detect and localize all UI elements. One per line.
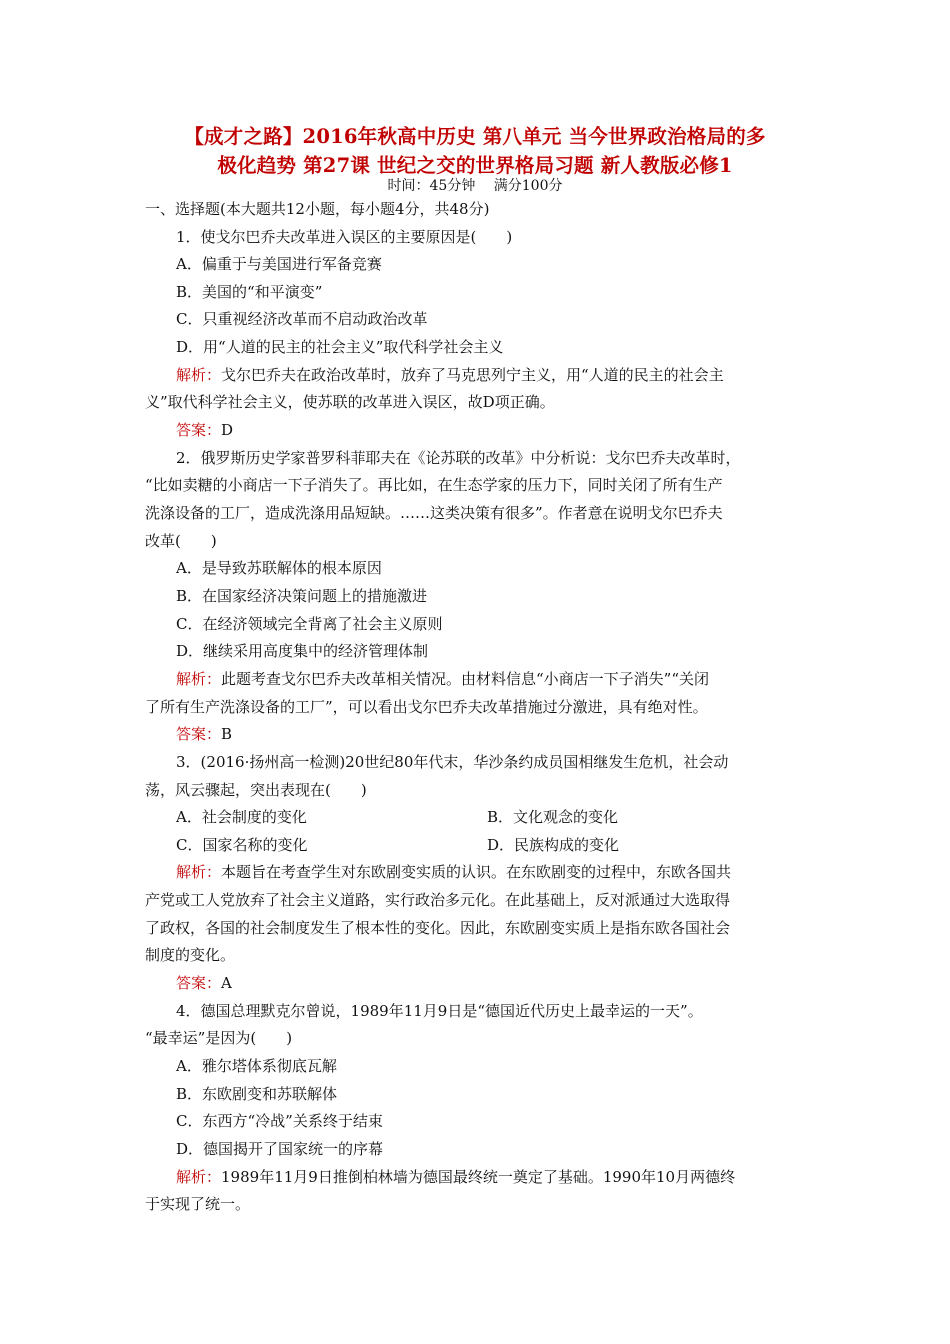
q4-option-d: D．德国揭开了国家统一的序幕 [176,1140,384,1158]
q3-analysis-line-3: 了政权，各国的社会制度发生了根本性的变化。因此，东欧剧变实质上是指东欧各国社会 [145,919,731,937]
q2-stem-line-3: 洗涤设备的工厂，造成洗涤用品短缺。……这类决策有很多”。作者意在说明戈尔巴乔夫 [145,504,723,522]
q1-analysis-line-2: 义”取代科学社会主义，使苏联的改革进入误区，故D项正确。 [145,393,555,411]
q1-answer-value: D [221,421,234,439]
section-heading: 一、选择题(本大题共12小题，每小题4分，共48分) [145,200,490,218]
q3-option-a: A．社会制度的变化 [176,808,307,826]
q2-stem-line-1: 2．俄罗斯历史学家普罗科菲耶夫在《论苏联的改革》中分析说：戈尔巴乔夫改革时， [176,449,741,467]
q4-analysis-text-1: 1989年11月9日推倒柏林墙为德国最终统一奠定了基础。1990年10月两德终 [221,1168,736,1186]
document-title [100,122,850,180]
q4-option-c: C．东西方“冷战”关系终于结束 [176,1112,383,1130]
q2-stem-line-2: “比如卖糖的小商店一下子消失了。再比如，在生态学家的压力下，同时关闭了所有生产 [145,476,723,494]
q2-analysis-text-1: 此题考查戈尔巴乔夫改革相关情况。由材料信息“小商店一下子消失”“关闭 [221,670,710,688]
answer-label: 答案： [176,421,222,439]
time-info: 时间：45分钟 满分100分 [387,178,563,194]
q2-analysis-line-2: 了所有生产洗涤设备的工厂”，可以看出戈尔巴乔夫改革措施过分激进，具有绝对性。 [145,698,708,716]
q1-option-d: D．用“人道的民主的社会主义”取代科学社会主义 [176,338,504,356]
q4-option-a: A．雅尔塔体系彻底瓦解 [176,1057,337,1075]
q3-analysis-line-2: 产党或工人党放弃了社会主义道路，实行政治多元化。在此基础上，反对派通过大选取得 [145,891,731,909]
q1-option-b: B．美国的“和平演变” [176,283,323,301]
q2-answer-value: B [221,725,233,743]
answer-label: 答案： [176,974,222,992]
q4-analysis-line-2: 于实现了统一。 [145,1195,251,1213]
q3-option-d: D．民族构成的变化 [487,836,620,854]
q1-answer [176,420,233,440]
q3-answer [176,973,232,993]
q3-analysis-text-1: 本题旨在考查学生对东欧剧变实质的认识。在东欧剧变的过程中，东欧各国共 [221,863,732,881]
q4-stem-line-2: “最幸运”是因为( ) [145,1029,293,1047]
q4-analysis-line-1 [176,1167,735,1187]
q3-option-c: C．国家名称的变化 [176,836,308,854]
q3-answer-value: A [221,974,232,992]
q2-option-b: B．在国家经济决策问题上的措施激进 [176,587,428,605]
q1-option-a: A．偏重于与美国进行军备竞赛 [176,255,382,273]
title-line-1: 【成才之路】2016年秋高中历史 第八单元 当今世界政治格局的多 [184,125,766,148]
analysis-label: 解析： [176,670,222,688]
q3-analysis-line-4: 制度的变化。 [145,946,236,964]
q4-stem-line-1: 4．德国总理默克尔曾说，1989年11月9日是“德国近代历史上最幸运的一天”。 [176,1002,703,1020]
q3-analysis-line-1 [176,862,731,882]
answer-label: 答案： [176,725,222,743]
q2-answer [176,724,232,744]
q3-stem-line-2: 荡，风云骤起，突出表现在( ) [145,781,367,799]
q1-option-c: C．只重视经济改革而不启动政治改革 [176,310,428,328]
q1-analysis-text-1: 戈尔巴乔夫在政治改革时，放弃了马克思列宁主义，用“人道的民主的社会主 [221,366,724,384]
q1-analysis-line-1 [176,365,724,385]
title-line-2: 极化趋势 第27课 世纪之交的世界格局习题 新人教版必修1 [217,154,733,177]
analysis-label: 解析： [176,366,222,384]
q3-option-b: B．文化观念的变化 [487,808,619,826]
analysis-label: 解析： [176,1168,222,1186]
q1-stem: 1．使戈尔巴乔夫改革进入误区的主要原因是( ) [176,228,513,246]
q2-option-c: C．在经济领域完全背离了社会主义原则 [176,615,443,633]
analysis-label: 解析： [176,863,222,881]
q2-analysis-line-1 [176,669,709,689]
q2-option-d: D．继续采用高度集中的经济管理体制 [176,642,429,660]
q4-option-b: B．东欧剧变和苏联解体 [176,1085,338,1103]
q2-option-a: A．是导致苏联解体的根本原因 [176,559,382,577]
q3-stem-line-1: 3．(2016·扬州高一检测)20世纪80年代末，华沙条约成员国相继发生危机，社会动 [176,753,729,771]
q2-stem-line-4: 改革( ) [145,532,217,550]
